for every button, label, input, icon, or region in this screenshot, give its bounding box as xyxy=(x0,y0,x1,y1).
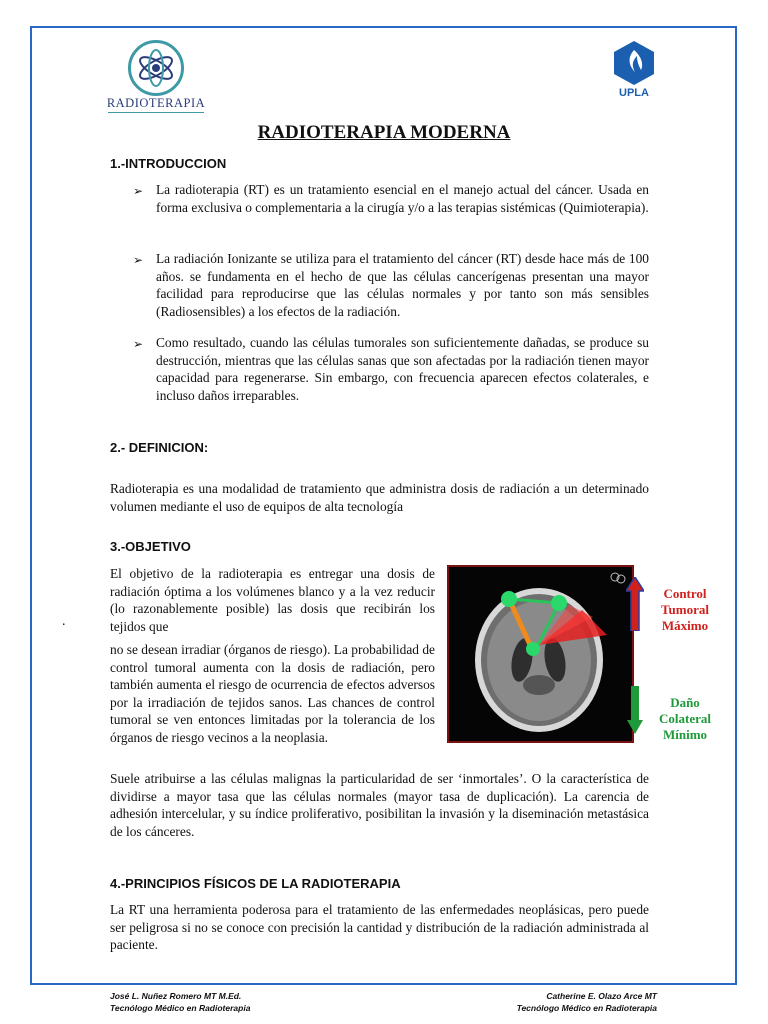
objective-text-3: Suele atribuirse a las células malignas la particularidad de ser ‘inmortales’. O la característica de dividirse a mayor tasa que las células normales (mayor tasa de duplicación). La carencia de adhesión intercelular, y su índice proliferativo, posibilitan la invasión y la diseminación metastásica de los cánceres. xyxy=(110,771,649,839)
atom-icon xyxy=(128,40,184,96)
label-line: Tumoral xyxy=(661,602,709,617)
label-dano-colateral xyxy=(650,695,720,743)
label-line: Control xyxy=(663,586,707,601)
footer-left-name: José L. Nuñez Romero MT M.Ed. xyxy=(110,991,242,1001)
footer-right xyxy=(517,990,657,1014)
upla-logo xyxy=(609,40,659,104)
section-heading-definition: 2.- DEFINICION: xyxy=(110,440,209,455)
bullet-arrow-icon: ➢ xyxy=(133,337,144,351)
stray-mark: . xyxy=(62,614,66,629)
section-heading-physics: 4.-PRINCIPIOS FÍSICOS DE LA RADIOTERAPIA xyxy=(110,876,401,891)
footer-left xyxy=(110,990,250,1014)
bullet-arrow-icon: ➢ xyxy=(133,253,144,267)
upla-logo-text: UPLA xyxy=(619,87,649,99)
ct-scan-image xyxy=(447,565,634,743)
logo-underline xyxy=(108,112,204,113)
definition-text: Radioterapia es una modalidad de tratamiento que administra dosis de radiación a un determinado volumen mediante el uso de equipos de alta tecnología xyxy=(110,481,649,514)
down-arrow-icon xyxy=(627,686,643,734)
label-control-tumoral xyxy=(650,586,720,634)
intro-bullet-3: Como resultado, cuando las células tumorales son suficientemente dañadas, se produce su destrucción, mientras que las células sanas que son afectadas por la radiación tienen mayor capacidad para regenerarse. Sin embargo, con frecuencia aparecen efectos colaterales, e incluso daños irreparables. xyxy=(156,335,649,403)
up-arrow-icon xyxy=(626,577,644,631)
upla-hexagon-icon xyxy=(611,40,657,86)
label-line: Máximo xyxy=(661,618,709,633)
objective-text-2: no se desean irradiar (órganos de riesgo). La probabilidad de control tumoral aumenta con la dosis de radiación, pero también aumenta el riesgo de ocurrencia de efectos adversos por la irradiación de tejidos sanos. Las chances de control tumoral se ven entonces limitadas por la tolerancia de los órganos de riesgo vecinos a la neoplasia. xyxy=(110,642,435,745)
intro-bullet-1: La radioterapia (RT) es un tratamiento esencial en el manejo actual del cáncer. Usada en forma exclusiva o complementaria a la cirugía y/o a las terapias sistémicas (Quimioterapia). xyxy=(156,182,649,215)
radioterapia-logo xyxy=(106,40,206,116)
section-heading-intro: 1.-INTRODUCCION xyxy=(110,156,227,171)
footer-left-role: Tecnólogo Médico en Radioterapia xyxy=(110,1003,251,1013)
bullet-arrow-icon: ➢ xyxy=(133,184,144,198)
footer-right-role: Tecnólogo Médico en Radioterapia xyxy=(516,1003,657,1013)
logo-brand-text: RADIOTERAPIA xyxy=(106,96,206,110)
label-line: Mínimo xyxy=(662,727,708,742)
footer-right-name: Catherine E. Olazo Arce MT xyxy=(546,991,657,1001)
intro-bullet-2: La radiación Ionizante se utiliza para el tratamiento del cáncer (RT) desde hace más de 100 años. se fundamenta en el hecho de que las células cancerígenas presentan una mayor facilidad para reproducirse que las células normales y por tanto son más sensibles (Radiosensibles) a los efectos de la radiación. xyxy=(156,251,649,319)
page-title: RADIOTERAPIA MODERNA xyxy=(257,122,511,143)
label-line: Daño xyxy=(670,695,700,710)
objective-text-1: El objetivo de la radioterapia es entregar una dosis de radiación óptima a los volúmenes blanco y a la vez reducir (lo razonablemente posible) las dosis que recibirán los tejidos que xyxy=(110,566,435,634)
ct-scan-figure xyxy=(447,565,634,743)
physics-text: La RT una herramienta poderosa para el tratamiento de las enfermedades neoplásicas, pero puede ser peligrosa si no se conoce con precisión la cantidad y distribución de la radiación administrada al paciente. xyxy=(110,902,649,952)
section-heading-objective: 3.-OBJETIVO xyxy=(110,539,191,554)
label-line: Colateral xyxy=(659,711,711,726)
